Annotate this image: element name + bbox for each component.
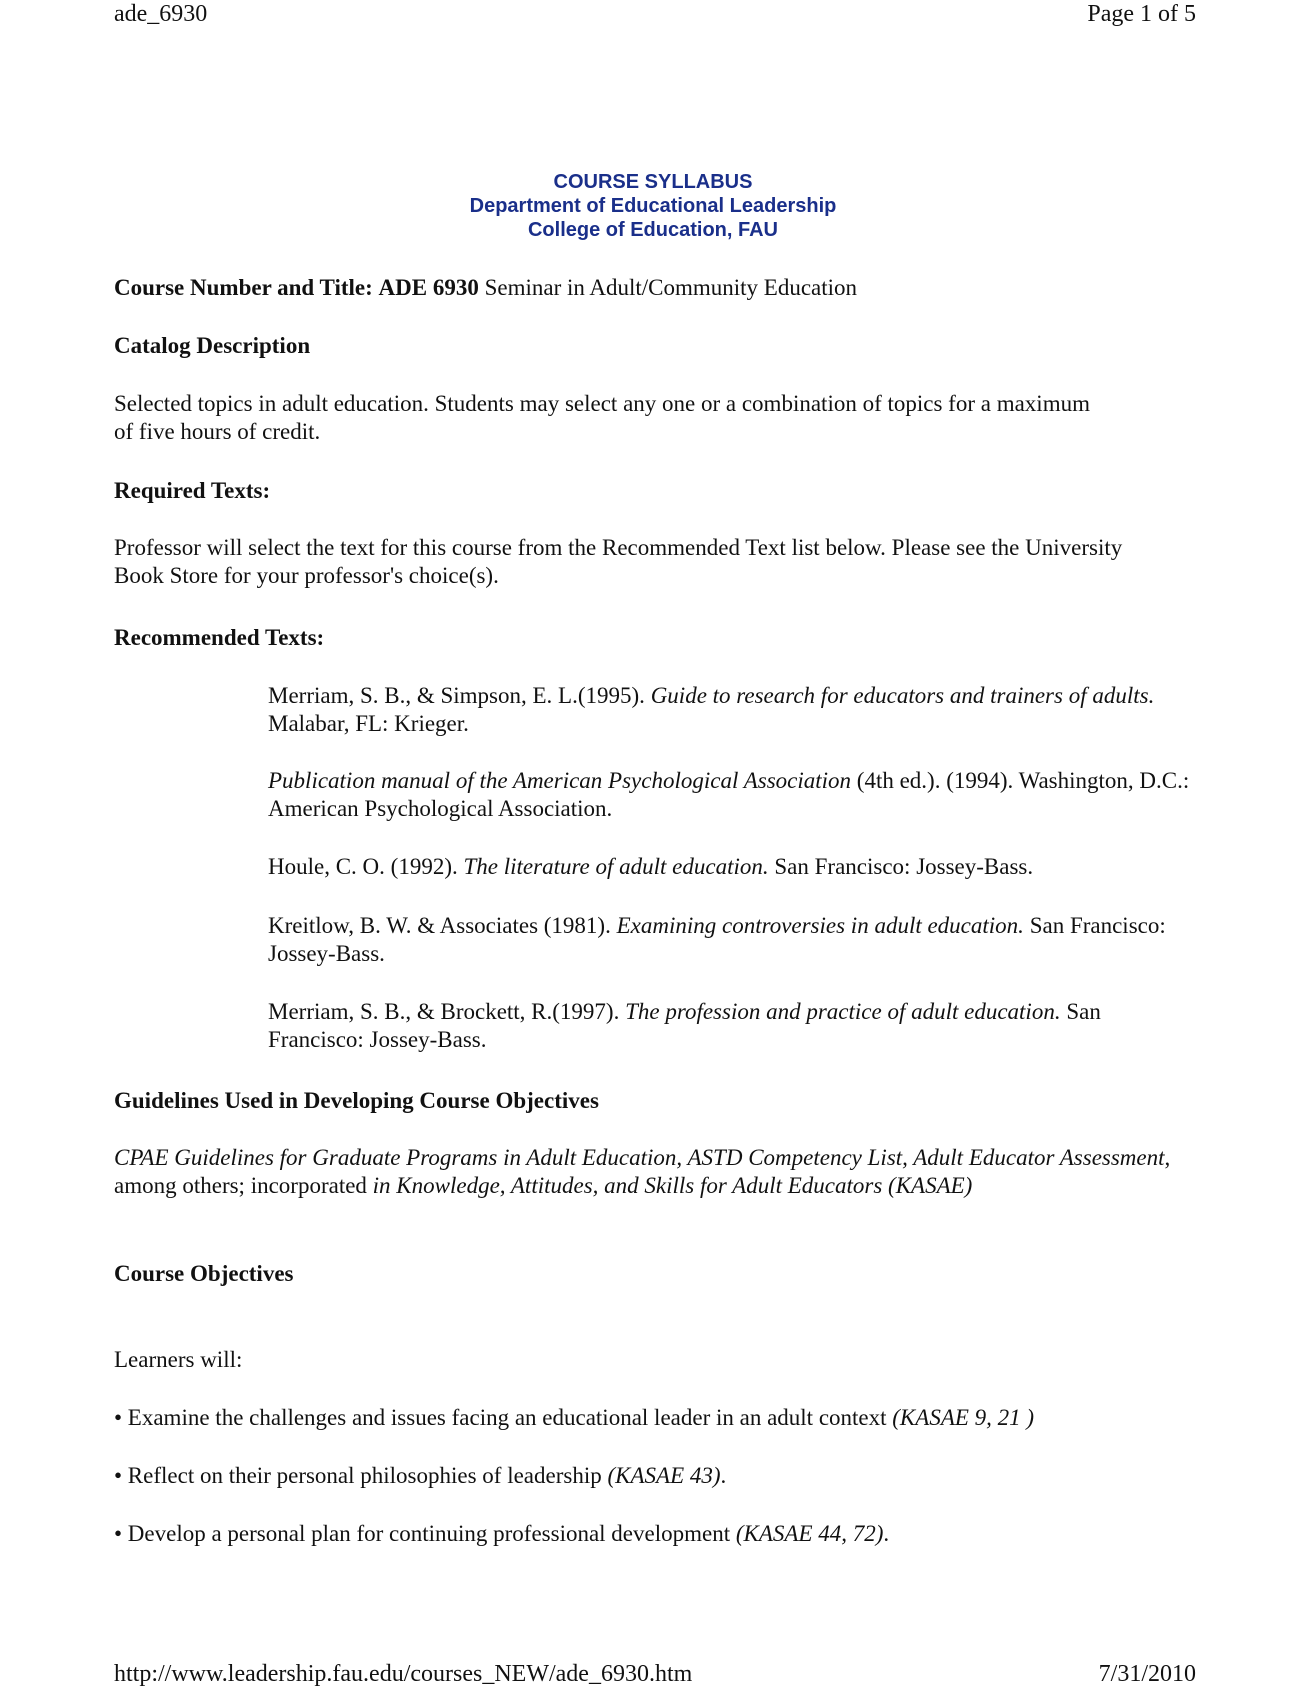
reference-item: Kreitlow, B. W. & Associates (1981). Examining controversies in adult education. San Francisco: Jossey-Bass. <box>268 913 1166 966</box>
guidelines-heading: Guidelines Used in Developing Course Objectives <box>114 1088 599 1113</box>
recommended-texts-heading: Recommended Texts: <box>114 625 325 650</box>
catalog-heading: Catalog Description <box>114 333 311 358</box>
course-name: Seminar in Adult/Community Education <box>484 275 858 300</box>
reference-item: Houle, C. O. (1992). The literature of adult education. San Francisco: Jossey-Bass. <box>268 854 1034 879</box>
course-number-line <box>114 274 857 302</box>
reference-item: Publication manual of the American Psychological Association (4th ed.). (1994). Washington, D.C.: American Psychological Association. <box>268 768 1190 821</box>
objectives-intro: Learners will: <box>114 1347 243 1372</box>
objective-item: • Develop a personal plan for continuing professional development (KASAE 44, 72). <box>114 1521 890 1546</box>
syllabus-title-block <box>0 170 1306 242</box>
guidelines-text: CPAE Guidelines for Graduate Programs in Adult Education, ASTD Competency List, Adult Educator Assessment, among others; incorporated in Knowledge, Attitudes, and Skills for Adult Educators (KASAE) <box>114 1145 1171 1198</box>
college-name: College of Education, FAU <box>527 219 778 241</box>
objectives-heading: Course Objectives <box>114 1261 294 1286</box>
objective-item: • Examine the challenges and issues facing an educational leader in an adult context (KASAE 9, 21 ) <box>114 1405 1035 1430</box>
page-number: Page 1 of 5 <box>1087 1 1196 27</box>
course-number-label: Course Number and Title: <box>114 275 373 300</box>
course-number: ADE 6930 <box>378 275 479 300</box>
syllabus-title: COURSE SYLLABUS <box>553 171 753 193</box>
footer-date: 7/31/2010 <box>1098 1661 1196 1687</box>
department-name: Department of Educational Leadership <box>469 195 837 217</box>
objective-item: • Reflect on their personal philosophies of leadership (KASAE 43). <box>114 1463 727 1488</box>
reference-item: Merriam, S. B., & Brockett, R.(1997). The profession and practice of adult education. San Francisco: Jossey-Bass. <box>268 999 1101 1052</box>
footer-url: http://www.leadership.fau.edu/courses_NEW/ade_6930.htm <box>114 1661 693 1687</box>
required-texts-text: Professor will select the text for this course from the Recommended Text list below. Please see the University Book Store for your professor's choice(s). <box>114 535 1123 588</box>
catalog-text: Selected topics in adult education. Students may select any one or a combination of topics for a maximum of five hours of credit. <box>114 391 1090 444</box>
required-texts-heading: Required Texts: <box>114 478 271 503</box>
reference-item: Merriam, S. B., & Simpson, E. L.(1995). Guide to research for educators and trainers of adults. Malabar, FL: Krieger. <box>268 683 1155 736</box>
document-id: ade_6930 <box>114 1 208 27</box>
